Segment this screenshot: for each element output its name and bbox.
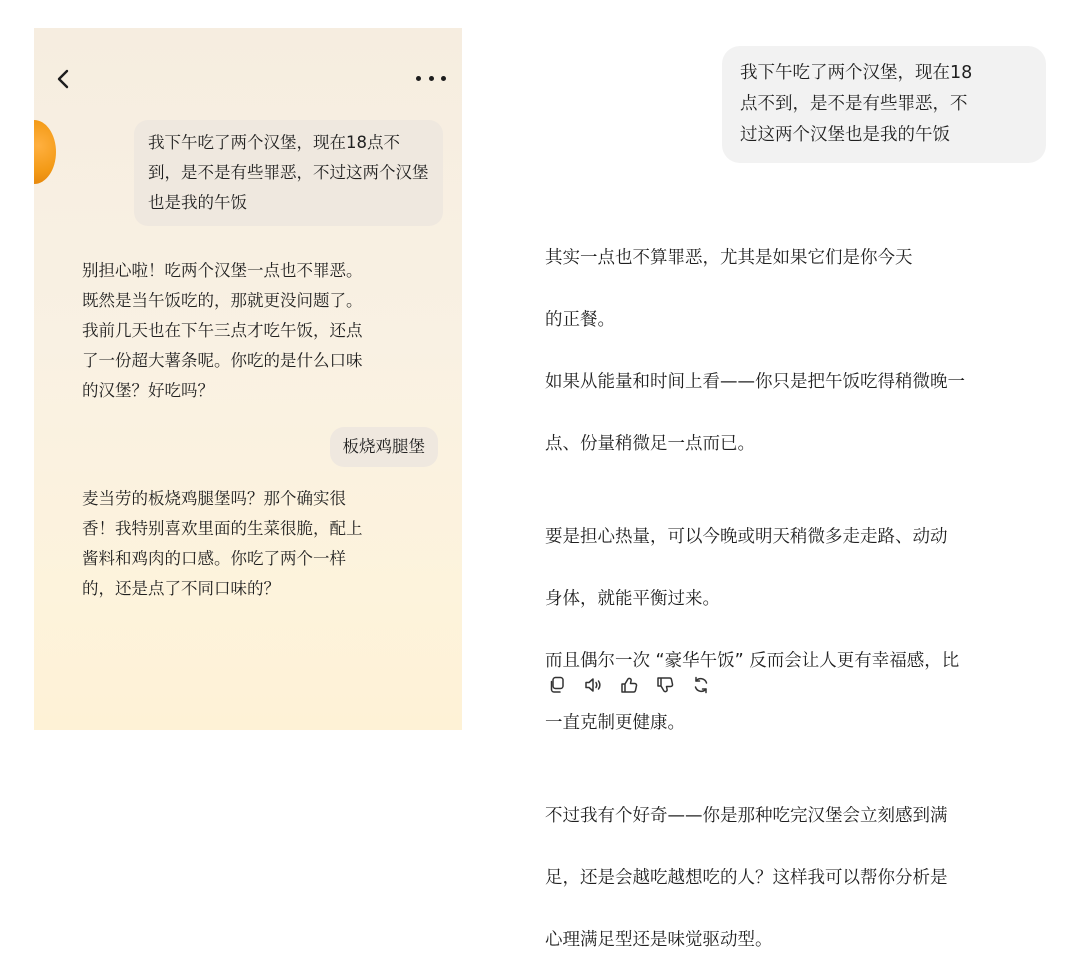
message-line: 别担心啦！吃两个汉堡一点也不罪恶。	[82, 261, 363, 280]
message-actions	[546, 674, 712, 696]
message-line: 一直克制更健康。	[545, 713, 685, 733]
message-line: 我下午吃了两个汉堡，现在18	[740, 63, 973, 83]
message-line: 了一份超大薯条呢。你吃的是什么口味	[82, 351, 363, 370]
read-aloud-button[interactable]	[582, 674, 604, 696]
like-button[interactable]	[618, 674, 640, 696]
message-line: 香！我特别喜欢里面的生菜很脆，配上	[82, 519, 363, 538]
message-line: 麦当劳的板烧鸡腿堡吗？那个确实很	[82, 489, 346, 508]
more-options-button[interactable]	[416, 72, 446, 84]
dislike-button[interactable]	[654, 674, 676, 696]
message-line: 不过我有个好奇——你是那种吃完汉堡会立刻感到满	[545, 806, 948, 826]
regenerate-icon	[691, 675, 711, 695]
user-message-bubble	[330, 427, 439, 467]
thumbs-up-icon	[619, 675, 639, 695]
user-message-bubble	[722, 46, 1046, 163]
message-line: 点不到，是不是有些罪恶，不	[740, 94, 968, 114]
message-line: 点、份量稍微足一点而已。	[545, 434, 755, 454]
message-line: 而且偶尔一次 “豪华午饭” 反而会让人更有幸福感，比	[545, 651, 960, 671]
assistant-message	[82, 256, 422, 406]
speaker-icon	[583, 675, 603, 695]
more-horizontal-icon	[416, 76, 421, 81]
message-line: 既然是当午饭吃的，那就更没问题了。	[82, 291, 363, 310]
paragraph	[545, 491, 1040, 739]
message-line: 心理满足型还是味觉驱动型。	[545, 930, 773, 950]
regenerate-button[interactable]	[690, 674, 712, 696]
message-line: 其实一点也不算罪恶，尤其是如果它们是你今天	[545, 248, 913, 268]
message-line: 要是担心热量，可以今晚或明天稍微多走走路、动动	[545, 527, 948, 547]
paragraph	[545, 770, 1040, 956]
message-line: 的汉堡？好吃吗？	[82, 381, 214, 400]
copy-button[interactable]	[546, 674, 568, 696]
message-line: 身体，就能平衡过来。	[545, 589, 720, 609]
copy-icon	[547, 675, 567, 695]
user-message-bubble	[134, 120, 443, 226]
chevron-left-icon	[54, 68, 74, 90]
left-chat-panel	[34, 28, 462, 730]
mascot-avatar	[34, 120, 56, 184]
user-message-text: 我下午吃了两个汉堡，现在18点不到，是不是有些罪恶，不过这两个汉堡也是我的午饭	[148, 133, 429, 212]
message-line: 足，还是会越吃越想吃的人？这样我可以帮你分析是	[545, 868, 948, 888]
message-line: 的，还是点了不同口味的？	[82, 579, 280, 598]
paragraph	[545, 212, 1040, 460]
message-line: 如果从能量和时间上看——你只是把午饭吃得稍微晚一	[545, 372, 965, 392]
user-message-text: 板烧鸡腿堡	[342, 437, 425, 456]
message-line: 过这两个汉堡也是我的午饭	[740, 125, 950, 145]
message-line: 的正餐。	[545, 310, 615, 330]
message-line: 我前几天也在下午三点才吃午饭，还点	[82, 321, 363, 340]
assistant-message	[82, 484, 422, 604]
back-button[interactable]	[54, 68, 74, 90]
assistant-message	[545, 212, 1040, 956]
thumbs-down-icon	[655, 675, 675, 695]
message-line: 酱料和鸡肉的口感。你吃了两个一样	[82, 549, 346, 568]
